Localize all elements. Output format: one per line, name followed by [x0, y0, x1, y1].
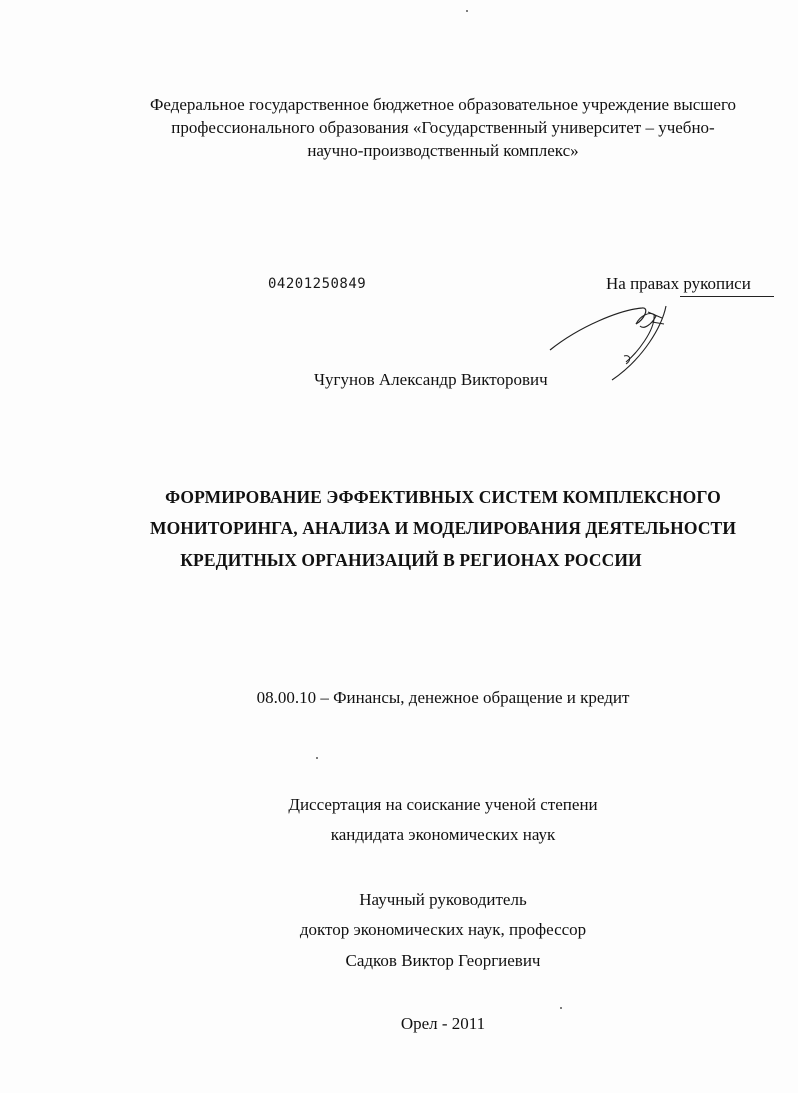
scan-speck	[316, 757, 318, 759]
title-line-1: ФОРМИРОВАНИЕ ЭФФЕКТИВНЫХ СИСТЕМ КОМПЛЕКСНОГО	[165, 487, 721, 507]
institution-line-1: Федеральное государственное бюджетное образовательное учреждение высшего	[149, 95, 736, 114]
specialty: 08.00.10 – Финансы, денежное обращение и кредит	[256, 688, 630, 707]
scan-speck	[466, 10, 468, 12]
manuscript-note: На правах рукописи	[606, 274, 751, 293]
document-code: 04201250849	[268, 276, 367, 292]
signature-image	[540, 296, 680, 386]
manuscript-underline	[680, 296, 774, 297]
supervisor-degree: доктор экономических наук, профессор	[299, 920, 587, 939]
title-line-3: КРЕДИТНЫХ ОРГАНИЗАЦИЙ В РЕГИОНАХ РОССИИ	[180, 550, 642, 570]
degree-line-2: кандидата экономических наук	[330, 825, 556, 844]
degree-line-1: Диссертация на соискание ученой степени	[288, 795, 598, 814]
place-year: Орел - 2011	[400, 1014, 486, 1033]
institution-line-3: научно-производственный комплекс»	[307, 141, 579, 160]
supervisor-label: Научный руководитель	[359, 890, 527, 909]
scan-speck	[560, 1007, 562, 1009]
institution-line-2: профессионального образования «Государственный университет – учебно-	[171, 118, 715, 137]
title-line-2: МОНИТОРИНГА, АНАЛИЗА И МОДЕЛИРОВАНИЯ ДЕЯТЕЛЬНОСТИ	[149, 518, 737, 538]
author-name: Чугунов Александр Викторович	[314, 370, 548, 389]
supervisor-name: Садков Виктор Георгиевич	[345, 951, 541, 970]
